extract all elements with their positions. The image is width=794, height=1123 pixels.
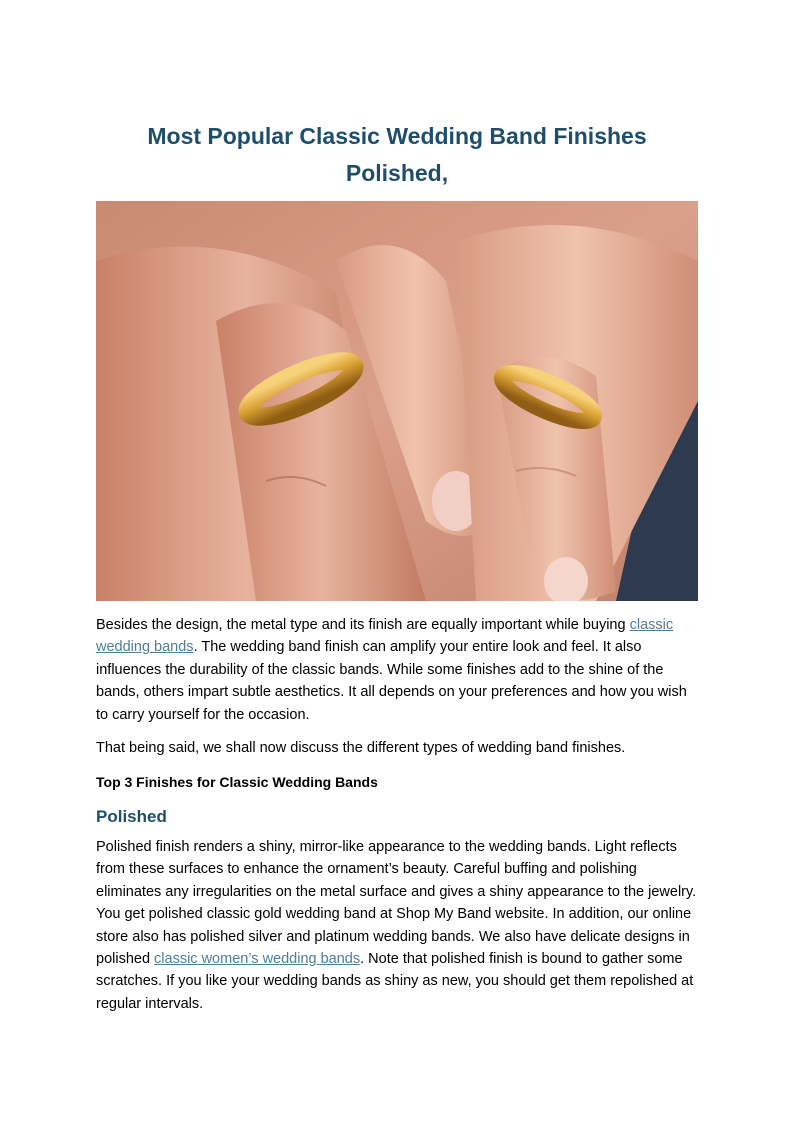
intro-text-start: Besides the design, the metal type and its finish are equally important while buying — [96, 617, 630, 633]
wedding-rings-photo — [96, 201, 698, 601]
classic-womens-wedding-bands-link[interactable]: classic women’s wedding bands — [154, 951, 361, 968]
intro-paragraph — [96, 614, 698, 726]
classic-wedding-bands-link[interactable]: classic wedding bands — [96, 617, 674, 656]
polished-text-end: . Note that polished finish is bound to gather some scratches. If you like your wedding bands as shiny as new, you should get them repolished at regular intervals. — [96, 951, 694, 1012]
title-line-1: Most Popular Classic Wedding Band Finishes Polished, — [147, 123, 647, 186]
polished-heading: Polished — [96, 807, 167, 826]
transition-paragraph: That being said, we shall now discuss the different types of wedding band finishes. — [96, 740, 626, 756]
polished-text-start: Polished finish renders a shiny, mirror-like appearance to the wedding bands. Light reflects from these surfaces to enhance the ornament’s beauty. Careful buffing and polishing eliminates any irregularities on the metal surface and gives a shiny appearance to the jewelry. You get polished classic gold wedding band at Shop My Band website. In addition, our online store also has polished silver and platinum wedding bands. We also have delicate designs in polished — [96, 839, 697, 968]
finishes-subheading: Top 3 Finishes for Classic Wedding Bands — [96, 774, 378, 790]
intro-text-end: . The wedding band finish can amplify your entire look and feel. It also influences the durability of the classic bands. While some finishes add to the shine of the bands, others impart subtle aesthetics. It all depends on your preferences and how you wish to carry yourself for the occasion. — [96, 639, 687, 723]
polished-paragraph — [96, 836, 698, 1015]
